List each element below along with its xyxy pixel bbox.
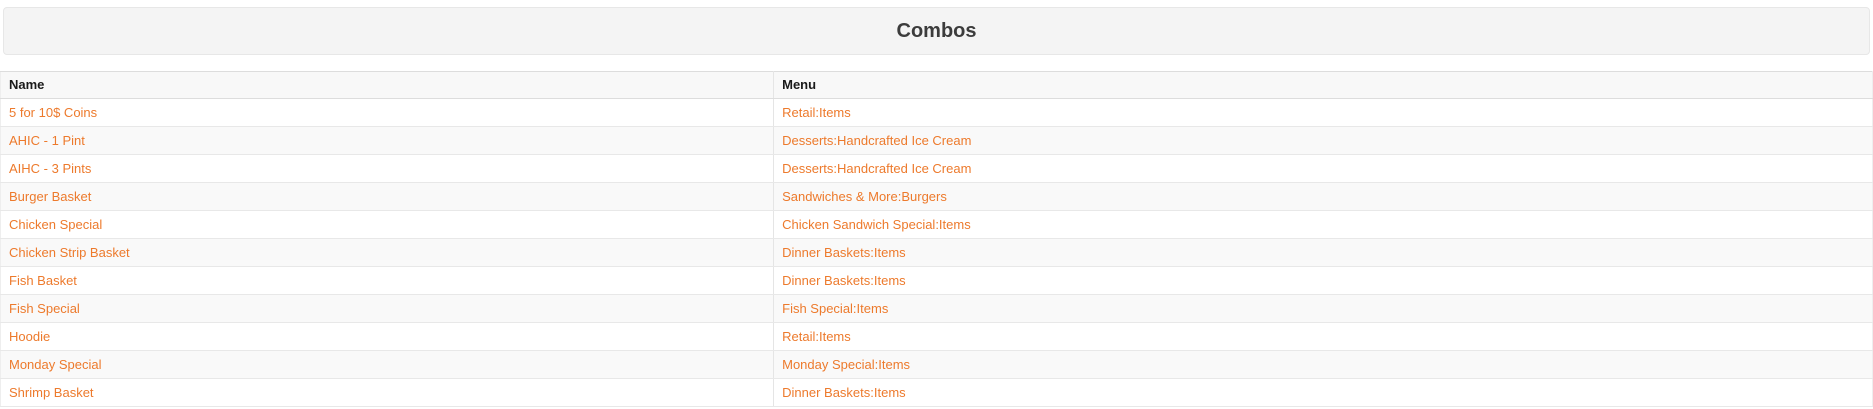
combo-name-link[interactable]: 5 for 10$ Coins [9,105,98,120]
table-row [1,295,1873,323]
combo-menu-link-cell [774,183,1873,211]
combo-menu-link-cell [774,127,1873,155]
table-row [1,323,1873,351]
table-body [1,99,1873,407]
combo-name-link[interactable]: Chicken Strip Basket [9,245,130,260]
combo-name-link[interactable]: Fish Special [9,301,80,316]
combo-name-link-cell [1,379,774,407]
table-row [1,155,1873,183]
combo-name-link[interactable]: Fish Basket [9,273,77,288]
combo-name-link-cell [1,295,774,323]
combo-menu-link[interactable]: Retail:Items [782,329,851,344]
combo-menu-link[interactable]: Retail:Items [782,105,851,120]
table-row [1,211,1873,239]
combo-name-link-cell [1,99,774,127]
combo-menu-link[interactable]: Desserts:Handcrafted Ice Cream [782,133,972,148]
combo-menu-link-cell [774,239,1873,267]
combo-name-link-cell [1,323,774,351]
combo-name-link[interactable]: Hoodie [9,329,51,344]
combo-menu-link-cell [774,379,1873,407]
combo-menu-link-cell [774,351,1873,379]
combo-name-link[interactable]: Chicken Special [9,217,103,232]
combo-menu-link[interactable]: Dinner Baskets:Items [782,385,906,400]
combo-name-link[interactable]: Burger Basket [9,189,92,204]
combo-name-link-cell [1,267,774,295]
page-title: Combos [3,7,1870,55]
combo-name-link-cell [1,183,774,211]
combo-menu-link[interactable]: Dinner Baskets:Items [782,245,906,260]
combo-menu-link[interactable]: Monday Special:Items [782,357,911,372]
combo-menu-link-cell [774,99,1873,127]
table-row [1,127,1873,155]
combo-name-link-cell [1,239,774,267]
combo-menu-link-cell [774,155,1873,183]
combo-name-link[interactable]: Shrimp Basket [9,385,94,400]
combo-menu-link[interactable]: Sandwiches & More:Burgers [782,189,947,204]
table-row [1,99,1873,127]
combo-name-link[interactable]: AHIC - 1 Pint [9,133,85,148]
combo-menu-link-cell [774,323,1873,351]
table-row [1,183,1873,211]
combo-menu-link-cell [774,211,1873,239]
table-header-row [1,72,1873,99]
combo-name-link-cell [1,155,774,183]
table-row [1,239,1873,267]
combo-menu-link[interactable]: Dinner Baskets:Items [782,273,906,288]
combo-menu-link-cell [774,267,1873,295]
combo-name-link[interactable]: AIHC - 3 Pints [9,161,92,176]
table-row [1,379,1873,407]
combo-name-link-cell [1,127,774,155]
combo-menu-link[interactable]: Fish Special:Items [782,301,889,316]
combo-menu-link[interactable]: Chicken Sandwich Special:Items [782,217,971,232]
combo-menu-link-cell [774,295,1873,323]
combo-name-link[interactable]: Monday Special [9,357,102,372]
table-row [1,351,1873,379]
combo-name-link-cell [1,211,774,239]
combos-table [0,71,1873,407]
column-header-name: Name [1,72,774,99]
table-header [1,72,1873,99]
page [0,7,1873,409]
table-row [1,267,1873,295]
combo-menu-link[interactable]: Desserts:Handcrafted Ice Cream [782,161,972,176]
column-header-menu: Menu [774,72,1873,99]
combo-name-link-cell [1,351,774,379]
